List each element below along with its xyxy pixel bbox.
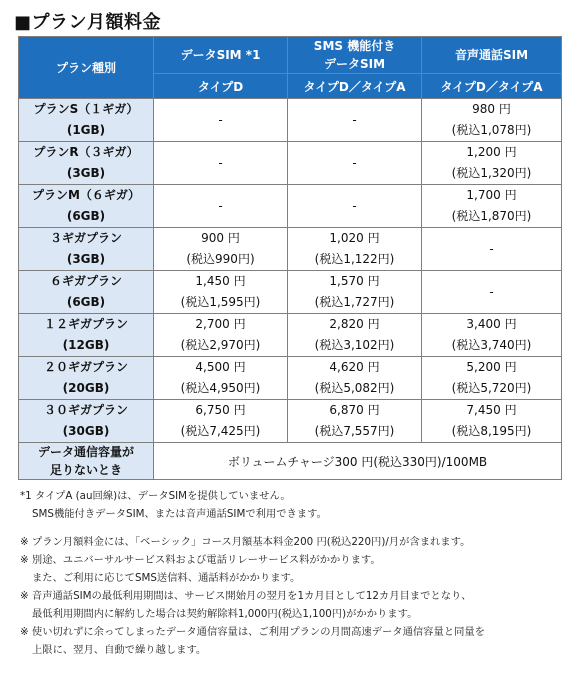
plan-name: ３ギガプラン <box>49 231 122 245</box>
price-sms-data-sim-cell <box>288 228 422 271</box>
price-voice-sim-cell <box>422 142 562 185</box>
header-type-col2: タイプD／タイプA <box>288 74 422 99</box>
page-title: ■プラン月額料金 <box>14 12 162 33</box>
price-data-sim-tax-incl: (税込4,950円) <box>180 381 261 395</box>
header-plan-type: プラン種別 <box>19 37 154 99</box>
note-2: ※ プラン月額料金には、「ベーシック」コース月額基本料金200 円(税込220円)/月が含まれます。 <box>20 536 471 548</box>
price-voice-sim-cell <box>422 314 562 357</box>
price-sms-data-sim-cell <box>288 142 422 185</box>
header-sms-data-sim <box>288 37 422 74</box>
plan-capacity: (6GB) <box>66 209 106 223</box>
price-voice-sim-cell <box>422 99 562 142</box>
plan-capacity: (3GB) <box>66 252 106 266</box>
plan-name: ６ギガプラン <box>49 274 122 288</box>
shortage-row <box>19 443 562 480</box>
price-sms-data-sim-cell <box>288 400 422 443</box>
price-sms-data-sim-tax-incl: (税込5,082円) <box>314 381 395 395</box>
note-1-cont: SMS機能付きデータSIM、または音声通話SIMで利用できます。 <box>32 508 327 520</box>
note-3: ※ 別途、ユニバーサルサービス料および電話リレーサービス料がかかります。 <box>20 554 381 566</box>
shortage-label-line2: 足りないとき <box>49 463 122 477</box>
price-voice-sim-cell <box>422 185 562 228</box>
price-voice-sim-tax-incl: (税込1,320円) <box>451 166 532 180</box>
price-voice-sim: - <box>489 284 494 299</box>
price-data-sim-tax-incl: (税込990円) <box>186 252 255 266</box>
plan-name-cell <box>19 271 154 314</box>
price-voice-sim: - <box>489 241 494 256</box>
plan-name-cell <box>19 357 154 400</box>
price-sms-data-sim: 1,020 円 <box>329 231 380 245</box>
header-data-sim: データSIM *1 <box>154 37 288 74</box>
price-data-sim-tax-incl: (税込7,425円) <box>180 424 261 438</box>
price-voice-sim-tax-incl: (税込1,078円) <box>451 123 532 137</box>
price-voice-sim: 980 円 <box>472 102 511 116</box>
plan-name: １２ギガプラン <box>43 317 128 331</box>
price-data-sim-cell <box>154 185 288 228</box>
price-voice-sim: 3,400 円 <box>466 317 517 331</box>
price-sms-data-sim-cell <box>288 314 422 357</box>
note-3-cont: また、ご利用に応じてSMS送信料、通話料がかかります。 <box>32 572 301 584</box>
table-row <box>19 271 562 314</box>
price-voice-sim-tax-incl: (税込1,870円) <box>451 209 532 223</box>
price-sms-data-sim-cell <box>288 271 422 314</box>
table-row <box>19 142 562 185</box>
plan-name-cell <box>19 185 154 228</box>
price-data-sim: 4,500 円 <box>195 360 246 374</box>
plan-name: ３０ギガプラン <box>43 403 128 417</box>
plan-name-cell <box>19 400 154 443</box>
table-row <box>19 357 562 400</box>
shortage-label-line1: データ通信容量が <box>37 445 134 459</box>
price-sms-data-sim-tax-incl: (税込1,727円) <box>314 295 395 309</box>
table-row <box>19 99 562 142</box>
price-voice-sim: 5,200 円 <box>466 360 517 374</box>
note-4: ※ 音声通話SIMの最低利用期間は、サービス開始月の翌月を1カ月目として12カ月目までとなり、 <box>20 590 472 602</box>
price-data-sim-cell <box>154 99 288 142</box>
plan-name: プランS（１ギガ） <box>33 102 139 116</box>
price-sms-data-sim: - <box>352 198 357 213</box>
note-1: *1 タイプA (au回線)は、データSIMを提供していません。 <box>20 490 291 502</box>
header-type-col1: タイプD <box>154 74 288 99</box>
plan-name-cell <box>19 99 154 142</box>
price-sms-data-sim-cell <box>288 357 422 400</box>
price-data-sim-tax-incl: (税込2,970円) <box>180 338 261 352</box>
price-sms-data-sim-tax-incl: (税込3,102円) <box>314 338 395 352</box>
price-sms-data-sim: 4,620 円 <box>329 360 380 374</box>
footnotes <box>20 487 570 659</box>
plan-name: プランM（６ギガ） <box>31 188 141 202</box>
price-data-sim-cell <box>154 271 288 314</box>
price-data-sim-cell <box>154 400 288 443</box>
price-data-sim: 900 円 <box>201 231 240 245</box>
note-5: ※ 使い切れずに余ってしまったデータ通信容量は、ご利用プランの月間高速データ通信容量と同量を <box>20 626 485 638</box>
price-voice-sim-cell <box>422 271 562 314</box>
price-data-sim-tax-incl: (税込1,595円) <box>180 295 261 309</box>
price-data-sim-cell <box>154 228 288 271</box>
price-voice-sim: 1,700 円 <box>466 188 517 202</box>
price-sms-data-sim-cell <box>288 99 422 142</box>
plan-capacity: (20GB) <box>62 381 110 395</box>
price-voice-sim-cell <box>422 228 562 271</box>
header-sms-line2: データSIM <box>323 57 386 71</box>
header-sms-line1: SMS 機能付き <box>313 39 396 53</box>
plan-name-cell <box>19 142 154 185</box>
price-voice-sim-tax-incl: (税込5,720円) <box>451 381 532 395</box>
plan-capacity: (3GB) <box>66 166 106 180</box>
table-row <box>19 400 562 443</box>
price-sms-data-sim-cell <box>288 185 422 228</box>
price-sms-data-sim-tax-incl: (税込1,122円) <box>314 252 395 266</box>
price-data-sim-cell <box>154 357 288 400</box>
table-row <box>19 185 562 228</box>
price-data-sim: - <box>218 112 223 127</box>
price-sms-data-sim: 6,870 円 <box>329 403 380 417</box>
volume-charge-cell: ボリュームチャージ300 円(税込330円)/100MB <box>154 443 562 480</box>
price-data-sim: - <box>218 155 223 170</box>
price-voice-sim-tax-incl: (税込8,195円) <box>451 424 532 438</box>
price-voice-sim-tax-incl: (税込3,740円) <box>451 338 532 352</box>
plan-name-cell <box>19 314 154 357</box>
price-voice-sim-cell <box>422 400 562 443</box>
price-sms-data-sim: - <box>352 155 357 170</box>
price-sms-data-sim: 1,570 円 <box>329 274 380 288</box>
price-data-sim: - <box>218 198 223 213</box>
note-5-cont: 上限に、翌月、自動で繰り越します。 <box>32 644 207 656</box>
plan-capacity: (6GB) <box>66 295 106 309</box>
price-sms-data-sim: - <box>352 112 357 127</box>
header-type-col3: タイプD／タイプA <box>422 74 562 99</box>
price-data-sim-cell <box>154 314 288 357</box>
table-row <box>19 228 562 271</box>
price-data-sim: 1,450 円 <box>195 274 246 288</box>
header-voice-sim: 音声通話SIM <box>422 37 562 74</box>
note-4-cont: 最低利用期間内に解約した場合は契約解除料1,000円(税込1,100円)がかかります。 <box>32 608 418 620</box>
price-data-sim-cell <box>154 142 288 185</box>
price-voice-sim-cell <box>422 357 562 400</box>
price-sms-data-sim: 2,820 円 <box>329 317 380 331</box>
plan-name-cell <box>19 228 154 271</box>
plan-name: ２０ギガプラン <box>43 360 128 374</box>
plan-name: プランR（３ギガ） <box>33 145 139 159</box>
plan-capacity: (30GB) <box>62 424 110 438</box>
price-voice-sim: 1,200 円 <box>466 145 517 159</box>
plan-capacity: (1GB) <box>66 123 106 137</box>
price-voice-sim: 7,450 円 <box>466 403 517 417</box>
plan-capacity: (12GB) <box>62 338 110 352</box>
price-table <box>18 36 562 480</box>
shortage-label <box>19 443 154 480</box>
price-data-sim: 2,700 円 <box>195 317 246 331</box>
price-data-sim: 6,750 円 <box>195 403 246 417</box>
table-row <box>19 314 562 357</box>
price-sms-data-sim-tax-incl: (税込7,557円) <box>314 424 395 438</box>
